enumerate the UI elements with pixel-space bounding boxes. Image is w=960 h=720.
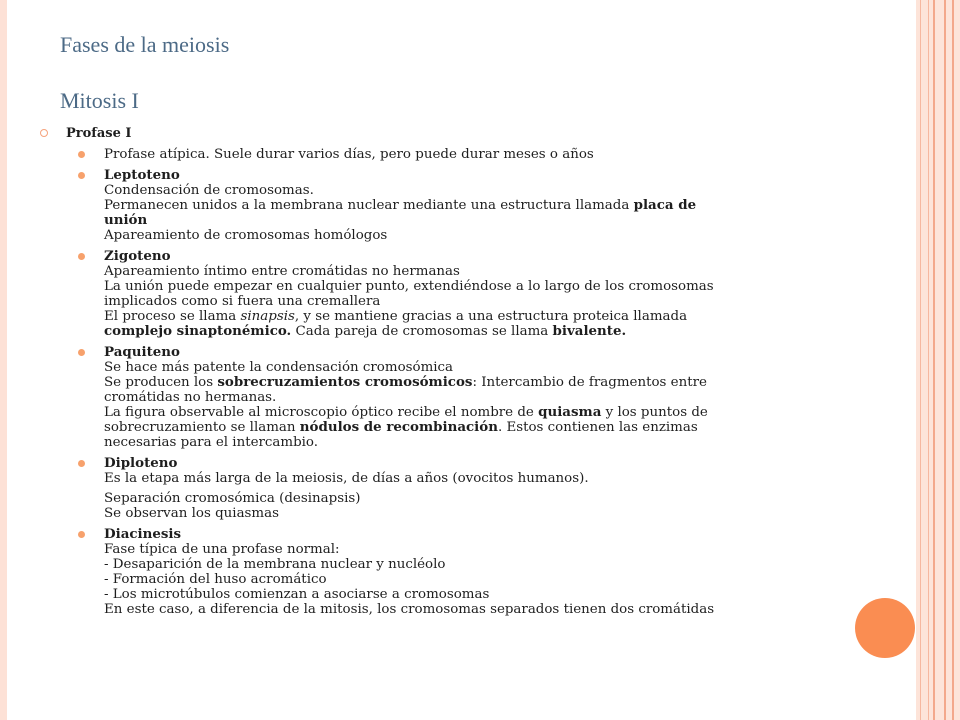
slide-subtitle: Mitosis I [60, 88, 139, 113]
text-line: La figura observable al microscopio óptico recibe el nombre de quiasma y los puntos de [104, 404, 708, 420]
bullet-icon [78, 172, 85, 179]
phase-heading: Diploteno [104, 455, 178, 471]
phase-heading: Leptoteno [104, 167, 180, 183]
text-line: Se producen los sobrecruzamientos cromosómicos: Intercambio de fragmentos entre [104, 374, 707, 390]
border-stripe [928, 0, 929, 720]
list-item-diploteno [40, 456, 890, 521]
text-line: El proceso se llama sinapsis, y se mantiene gracias a una estructura proteica llamada [104, 309, 688, 324]
slide-body [40, 126, 890, 623]
border-stripe [933, 0, 935, 720]
text-line: Se observan los quiasmas [104, 506, 279, 521]
left-border [0, 0, 7, 720]
text-line: Permanecen unidos a la membrana nuclear mediante una estructura llamada placa de [104, 197, 697, 213]
bullet-icon [78, 460, 85, 467]
phase-heading: Zigoteno [104, 248, 171, 264]
bullet-icon [78, 253, 85, 260]
list-item-leptoteno [40, 168, 890, 243]
ring-bullet-icon [40, 129, 48, 137]
text-line: La unión puede empezar en cualquier punto, extendiéndose a lo largo de los cromosomas [104, 279, 714, 294]
text-line: unión [104, 212, 148, 228]
phase-heading: Diacinesis [104, 526, 182, 542]
bullet-icon [78, 531, 85, 538]
section-label: Profase I [66, 126, 132, 141]
text-line: - Los microtúbulos comienzan a asociarse a cromosomas [104, 587, 490, 602]
text-line: Condensación de cromosomas. [104, 183, 314, 198]
list-item-paquiteno [40, 345, 890, 450]
slide-title: Fases de la meiosis [60, 32, 230, 57]
border-stripe [944, 0, 946, 720]
phase-heading: Paquiteno [104, 344, 180, 360]
list-item-intro [40, 147, 890, 162]
border-stripe [952, 0, 954, 720]
bullet-icon [78, 151, 85, 158]
list-item-diacinesis [40, 527, 890, 617]
text-line: Separación cromosómica (desinapsis) [104, 491, 361, 506]
text-line: Apareamiento de cromosomas homólogos [104, 228, 388, 243]
text-line: Fase típica de una profase normal: [104, 542, 340, 557]
text-line: - Desaparición de la membrana nuclear y nucléolo [104, 557, 446, 572]
text-line: Apareamiento íntimo entre cromátidas no hermanas [104, 264, 460, 279]
text-line: Se hace más patente la condensación cromosómica [104, 360, 454, 375]
text-line: En este caso, a diferencia de la mitosis, los cromosomas separados tienen dos cromátidas [104, 602, 715, 617]
text-line: implicados como si fuera una cremallera [104, 294, 381, 309]
phase-list [40, 147, 890, 617]
text-line: cromátidas no hermanas. [104, 390, 277, 405]
intro-text: Profase atípica. Suele durar varios días, pero puede durar meses o años [104, 147, 594, 162]
text-line: necesarias para el intercambio. [104, 435, 319, 450]
text-line: Es la etapa más larga de la meiosis, de días a años (ovocitos humanos). [104, 471, 589, 486]
text-line: sobrecruzamiento se llaman nódulos de recombinación. Estos contienen las enzimas [104, 419, 698, 435]
bullet-icon [78, 349, 85, 356]
text-line: complejo sinaptonémico. Cada pareja de cromosomas se llama bivalente. [104, 323, 627, 339]
border-stripe [920, 0, 921, 720]
list-item-zigoteno [40, 249, 890, 339]
section-heading [40, 126, 890, 141]
text-line: - Formación del huso acromático [104, 572, 327, 587]
